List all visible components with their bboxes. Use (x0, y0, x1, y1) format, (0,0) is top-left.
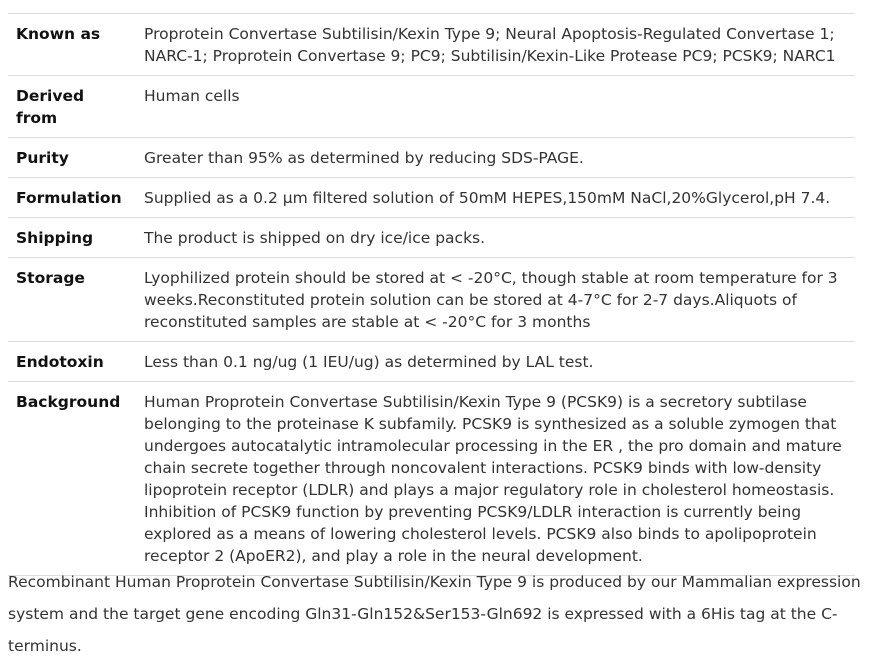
spec-row-storage (8, 258, 855, 342)
spec-value: Less than 0.1 ng/ug (1 IEU/ug) as determined by LAL test. (144, 353, 594, 371)
spec-row-endotoxin (8, 342, 855, 382)
spec-row-formulation (8, 178, 855, 218)
spec-value: Human Proprotein Convertase Subtilisin/Kexin Type 9 (PCSK9) is a secretory subtilase belonging to the proteinase K subfamily. PCSK9 is synthesized as a soluble zymogen that undergoes autocatalytic intramolecular processing in the ER , the pro domain and mature chain secrete together through noncovalent interactions. PCSK9 binds with low-density lipoprotein receptor (LDLR) and plays a major regulatory role in cholesterol homeostasis. Inhibition of PCSK9 function by preventing PCSK9/LDLR interaction is currently being explored as a means of lowering cholesterol levels. PCSK9 also binds to apolipoprotein receptor 2 (ApoER2), and play a role in the neural development. (144, 393, 842, 565)
spec-value: Human cells (144, 87, 240, 105)
spec-label: Purity (16, 149, 69, 167)
spec-row-derived-from (8, 76, 855, 138)
specification-table (8, 13, 855, 576)
spec-value: Supplied as a 0.2 μm filtered solution of 50mM HEPES,150mM NaCl,20%Glycerol,pH 7.4. (144, 189, 831, 207)
spec-label: Derived from (16, 87, 85, 127)
spec-row-background (8, 382, 855, 576)
spec-label: Endotoxin (16, 353, 104, 371)
spec-label: Background (16, 393, 121, 411)
spec-value: Greater than 95% as determined by reducing SDS-PAGE. (144, 149, 584, 167)
spec-label: Formulation (16, 189, 122, 207)
spec-row-purity (8, 138, 855, 178)
spec-value: The product is shipped on dry ice/ice packs. (144, 229, 486, 247)
spec-value: Lyophilized protein should be stored at < -20°C, though stable at room temperature for 3 weeks.Reconstituted protein solution can be stored at 4-7°C for 2-7 days.Aliquots of reconstituted samples are stable at < -20°C for 3 months (144, 269, 838, 331)
spec-label: Known as (16, 25, 101, 43)
product-description: Recombinant Human Proprotein Convertase Subtilisin/Kexin Type 9 is produced by our Mammalian expression system and the target gene encoding Gln31-Gln152&Ser153-Gln692 is expressed with a 6His tag at the C-terminus. (8, 573, 861, 655)
spec-label: Storage (16, 269, 85, 287)
spec-row-shipping (8, 218, 855, 258)
spec-row-known-as (8, 14, 855, 76)
spec-label: Shipping (16, 229, 94, 247)
spec-value: Proprotein Convertase Subtilisin/Kexin Type 9; Neural Apoptosis-Regulated Convertase 1; NARC-1; Proprotein Convertase 9; PC9; Subtilisin/Kexin-Like Protease PC9; PCSK9; NARC1 (144, 25, 836, 65)
